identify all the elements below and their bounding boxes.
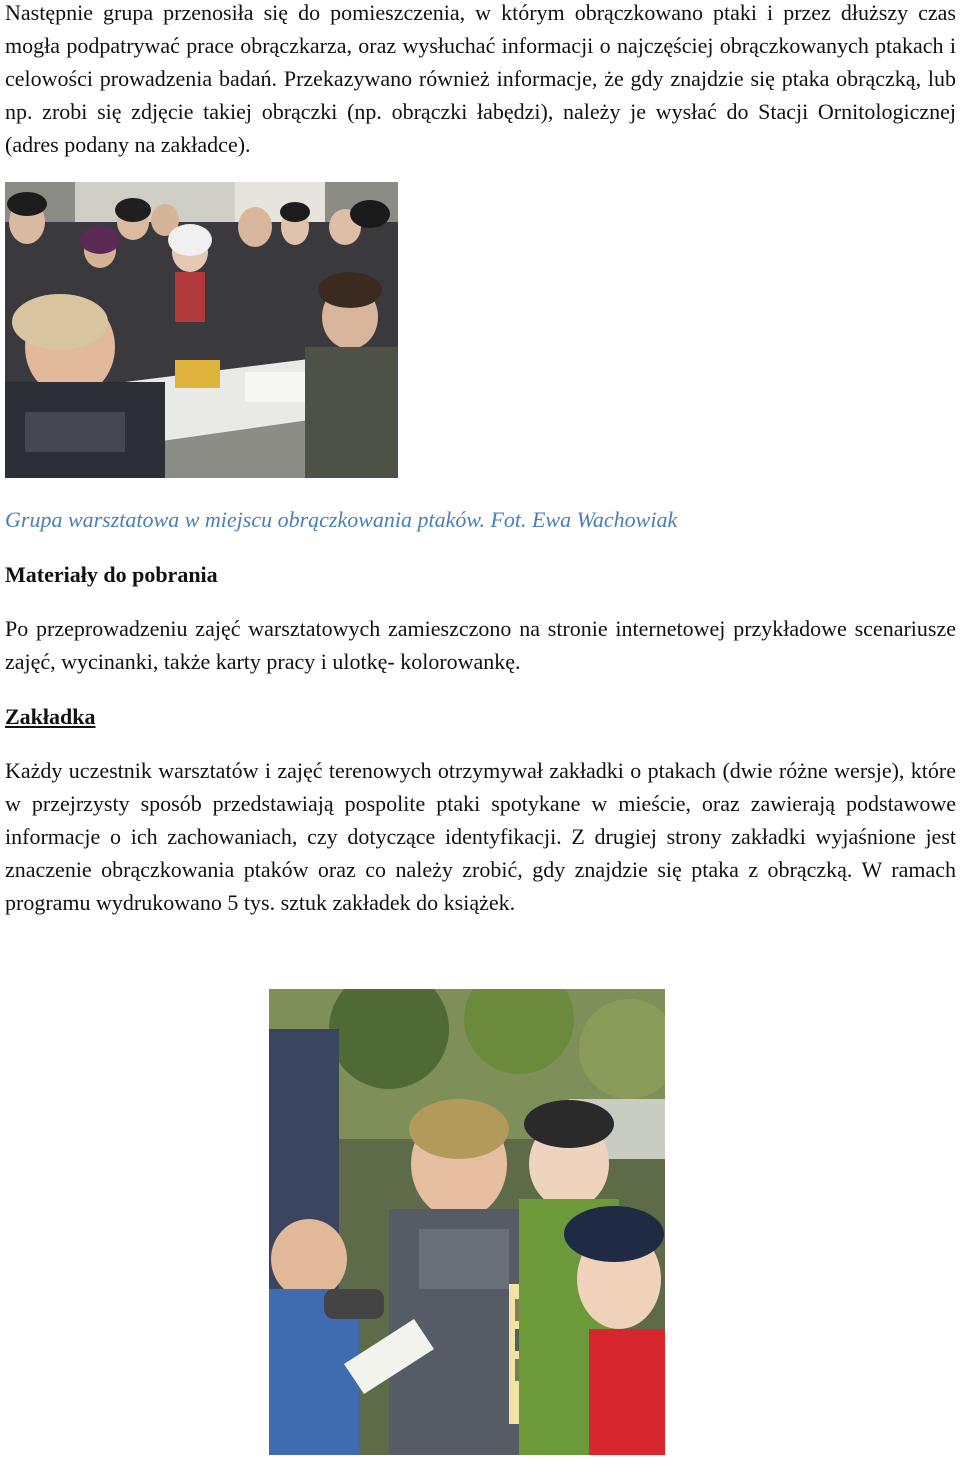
paragraph-bookmark: Każdy uczestnik warsztatów i zajęć terenowych otrzymywał zakładki o ptakach (dwie różne wersje), które w przejrzysty sposób przedstawiają pospolite ptaki spotykane w mieście, oraz zawierają podstawowe informacje o ich zachowaniach, czy dotyczące identyfikacji. Z drugiej strony zakładki wyjaśnione jest znaczenie obrączkowania ptaków oraz co należy zrobić, gdy znajdzie się ptaka z obrączką. W ramach programu wydrukowano 5 tys. sztuk zakładek do książek.	[5, 758, 956, 915]
photo-children-with-bookmarks	[269, 989, 665, 1455]
photo-workshop-group-ringing	[5, 182, 398, 478]
heading-materials: Materiały do pobrania	[5, 562, 218, 587]
heading-bookmark: Zakładka	[5, 704, 96, 729]
photo-caption: Grupa warsztatowa w miejscu obrączkowania ptaków. Fot. Ewa Wachowiak	[5, 507, 678, 532]
paragraph-materials: Po przeprowadzeniu zajęć warsztatowych zamieszczono na stronie internetowej przykładowe scenariusze zajęć, wycinanki, także karty pracy i ulotkę- kolorowankę.	[5, 616, 956, 674]
paragraph-ringing-room: Następnie grupa przenosiła się do pomieszczenia, w którym obrączkowano ptaki i przez dłuższy czas mogła podpatrywać prace obrączkarza, oraz wysłuchać informacji o najczęściej obrączkowanych ptakach i celowości prowadzenia badań. Przekazywano również informacje, że gdy znajdzie się ptaka obrączką, lub np. zrobi się zdjęcie takiej obrączki (np. obrączki łabędzi), należy je wysłać do Stacji Ornitologicznej (adres podany na zakładce).	[5, 0, 956, 157]
